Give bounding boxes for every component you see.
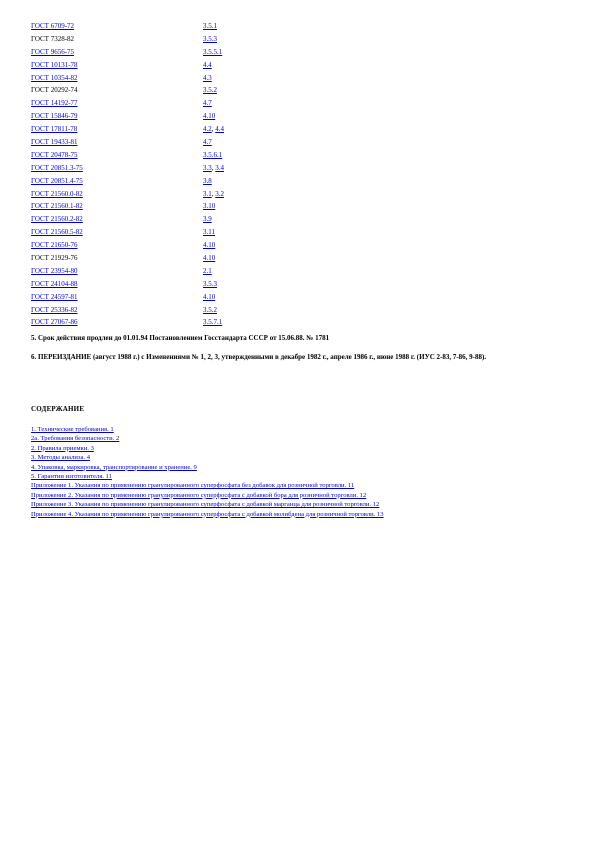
clause-numbers xyxy=(203,110,215,123)
clause-link[interactable]: 4.10 xyxy=(203,112,216,121)
clause-separator: , xyxy=(211,189,216,198)
toc-link[interactable]: 2а. Требования безопасности. 2 xyxy=(31,435,120,443)
table-row xyxy=(31,278,291,291)
clause-link[interactable]: 4.3 xyxy=(203,73,212,82)
toc-link[interactable]: 3. Методы анализа. 4 xyxy=(31,454,91,462)
clause-numbers xyxy=(203,46,222,59)
toc-link[interactable]: Приложение 4. Указания по применению гранулированного суперфосфата с добавкой молибдена для розничной торговли. 13 xyxy=(31,510,384,518)
reference-documents-table xyxy=(31,20,291,329)
clause-numbers xyxy=(203,123,224,136)
clause-numbers xyxy=(203,33,217,46)
reference-document-link[interactable]: ГОСТ 17811-78 xyxy=(31,125,78,134)
table-row xyxy=(31,46,291,59)
clause-numbers xyxy=(203,226,215,239)
clause-numbers xyxy=(203,175,212,188)
reference-document-link[interactable]: ГОСТ 24597-81 xyxy=(31,292,78,301)
clause-numbers xyxy=(203,84,217,97)
reference-document-link[interactable]: ГОСТ 10354-82 xyxy=(31,73,78,82)
table-row xyxy=(31,97,291,110)
clause-numbers xyxy=(203,200,215,213)
toc-link[interactable]: 1. Технические требования. 1 xyxy=(31,426,114,433)
clause-separator: , xyxy=(211,163,216,172)
clause-separator: , xyxy=(211,125,216,134)
clause-numbers xyxy=(203,136,212,149)
reference-document-link[interactable]: ГОСТ 24104-88 xyxy=(31,279,78,288)
reference-document-link[interactable]: ГОСТ 10131-78 xyxy=(31,60,78,69)
reference-document-text: ГОСТ 7328-82 xyxy=(31,34,75,43)
table-row xyxy=(31,136,291,149)
clause-link[interactable]: 4.10 xyxy=(203,254,216,263)
clause-link[interactable]: 3.5.2 xyxy=(203,305,217,314)
table-row xyxy=(31,226,291,239)
clause-link[interactable]: 4.10 xyxy=(203,241,216,250)
table-row xyxy=(31,175,291,188)
reference-document-link[interactable]: ГОСТ 20851.4-75 xyxy=(31,176,83,185)
clause-link[interactable]: 3.9 xyxy=(203,215,212,224)
table-row xyxy=(31,123,291,136)
table-of-contents xyxy=(31,425,571,519)
clause-numbers xyxy=(203,278,217,291)
table-row xyxy=(31,291,291,304)
clause-link[interactable]: 3.2 xyxy=(215,189,224,198)
table-row xyxy=(31,59,291,72)
clause-link[interactable]: 3.10 xyxy=(203,202,216,211)
reissue-paragraph: 6. ПЕРЕИЗДАНИЕ (август 1988 г.) с Изменениями № 1, 2, 3, утвержденными в декабре 1982 г., апреле 1986 г., июне 1988 г. (ИУС 2-83, 7-86, 9-88). xyxy=(31,353,487,361)
clause-link[interactable]: 3.5.3 xyxy=(203,279,217,288)
clause-link[interactable]: 4.10 xyxy=(203,292,216,301)
toc-link[interactable]: Приложение 1. Указания по применению гранулированного суперфосфата без добавок для розничной торговли. 11 xyxy=(31,482,355,490)
clause-link[interactable]: 3.8 xyxy=(203,176,212,185)
reference-document-link[interactable]: ГОСТ 20851.3-75 xyxy=(31,163,83,172)
clause-link[interactable]: 3.3 xyxy=(203,163,212,172)
table-row xyxy=(31,213,291,226)
table-of-contents-title: СОДЕРЖАНИЕ xyxy=(31,405,85,413)
clause-numbers xyxy=(203,149,222,162)
reference-document-link[interactable]: ГОСТ 9656-75 xyxy=(31,47,75,56)
table-row xyxy=(31,188,291,201)
table-row xyxy=(31,110,291,123)
table-row xyxy=(31,265,291,278)
table-row xyxy=(31,72,291,85)
table-row xyxy=(31,252,291,265)
clause-link[interactable]: 4.2 xyxy=(203,125,212,134)
reference-document-link[interactable]: ГОСТ 25336-82 xyxy=(31,305,78,314)
clause-numbers xyxy=(203,265,212,278)
reference-document-link[interactable]: ГОСТ 21560.2-82 xyxy=(31,215,83,224)
toc-link[interactable]: 2. Правила приемки. 3 xyxy=(31,444,94,452)
reference-document-text: ГОСТ 21929-76 xyxy=(31,254,78,263)
table-row xyxy=(31,20,291,33)
clause-link[interactable]: 3.1 xyxy=(203,189,212,198)
clause-numbers xyxy=(203,97,212,110)
clause-link[interactable]: 3.11 xyxy=(203,228,215,237)
table-row xyxy=(31,304,291,317)
toc-link[interactable]: 5. Гарантии изготовителя. 11 xyxy=(31,473,112,481)
table-row xyxy=(31,316,291,329)
clause-numbers xyxy=(203,239,215,252)
clause-numbers xyxy=(203,304,217,317)
reference-document-link[interactable]: ГОСТ 15846-79 xyxy=(31,112,78,121)
clause-numbers xyxy=(203,72,212,85)
table-row xyxy=(31,33,291,46)
clause-link[interactable]: 3.5.6.1 xyxy=(203,150,223,159)
clause-link[interactable]: 3.4 xyxy=(215,163,224,172)
toc-link[interactable]: 4. Упаковка, маркировка, транспортирование и хранение. 9 xyxy=(31,463,197,471)
reference-document-text: ГОСТ 20292-74 xyxy=(31,86,78,95)
reference-document-link[interactable]: ГОСТ 23954-80 xyxy=(31,266,78,275)
table-row xyxy=(31,149,291,162)
reference-document-link[interactable]: ГОСТ 19433-81 xyxy=(31,138,78,147)
reference-document-link[interactable]: ГОСТ 21650-76 xyxy=(31,241,78,250)
reference-document-link[interactable]: ГОСТ 14192-77 xyxy=(31,99,78,108)
clause-link[interactable]: 3.5.2 xyxy=(203,86,217,95)
clause-link[interactable]: 3.5.5.1 xyxy=(203,47,223,56)
clause-numbers xyxy=(203,59,212,72)
reference-document-link[interactable]: ГОСТ 21560.1-82 xyxy=(31,202,83,211)
reference-document-link[interactable]: ГОСТ 20478-75 xyxy=(31,150,78,159)
toc-link[interactable]: Приложение 2. Указания по применению гранулированного суперфосфата с добавкой бора для розничной торговли. 12 xyxy=(31,491,367,499)
reference-document-link[interactable]: ГОСТ 21560.0-82 xyxy=(31,189,83,198)
reference-document-link[interactable]: ГОСТ 27067-86 xyxy=(31,318,78,327)
clause-numbers xyxy=(203,213,212,226)
clause-numbers xyxy=(203,252,215,265)
clause-numbers xyxy=(203,291,215,304)
toc-link[interactable]: Приложение 3. Указания по применению гранулированного суперфосфата с добавкой марганца для розничной торговли. 12 xyxy=(31,501,380,509)
clause-link[interactable]: 3.5.3 xyxy=(203,34,217,43)
clause-link[interactable]: 4.4 xyxy=(203,60,212,69)
clause-numbers xyxy=(203,188,224,201)
clause-link[interactable]: 4.4 xyxy=(215,125,224,134)
table-row xyxy=(31,239,291,252)
table-row xyxy=(31,162,291,175)
clause-link[interactable]: 4.7 xyxy=(203,99,212,108)
clause-link[interactable]: 4.7 xyxy=(203,138,212,147)
clause-numbers xyxy=(203,162,224,175)
clause-numbers xyxy=(203,20,217,33)
table-row xyxy=(31,200,291,213)
validity-period-paragraph: 5. Срок действия продлен до 01.01.94 Постановлением Госстандарта СССР от 15.06.88. № 1781 xyxy=(31,334,330,342)
clause-numbers xyxy=(203,316,222,329)
clause-link[interactable]: 2.1 xyxy=(203,266,212,275)
reference-document-link[interactable]: ГОСТ 6709-72 xyxy=(31,22,75,30)
clause-link[interactable]: 3.5.1 xyxy=(203,22,217,30)
clause-link[interactable]: 3.5.7.1 xyxy=(203,318,223,327)
table-row xyxy=(31,84,291,97)
reference-document-link[interactable]: ГОСТ 21560.5-82 xyxy=(31,228,83,237)
